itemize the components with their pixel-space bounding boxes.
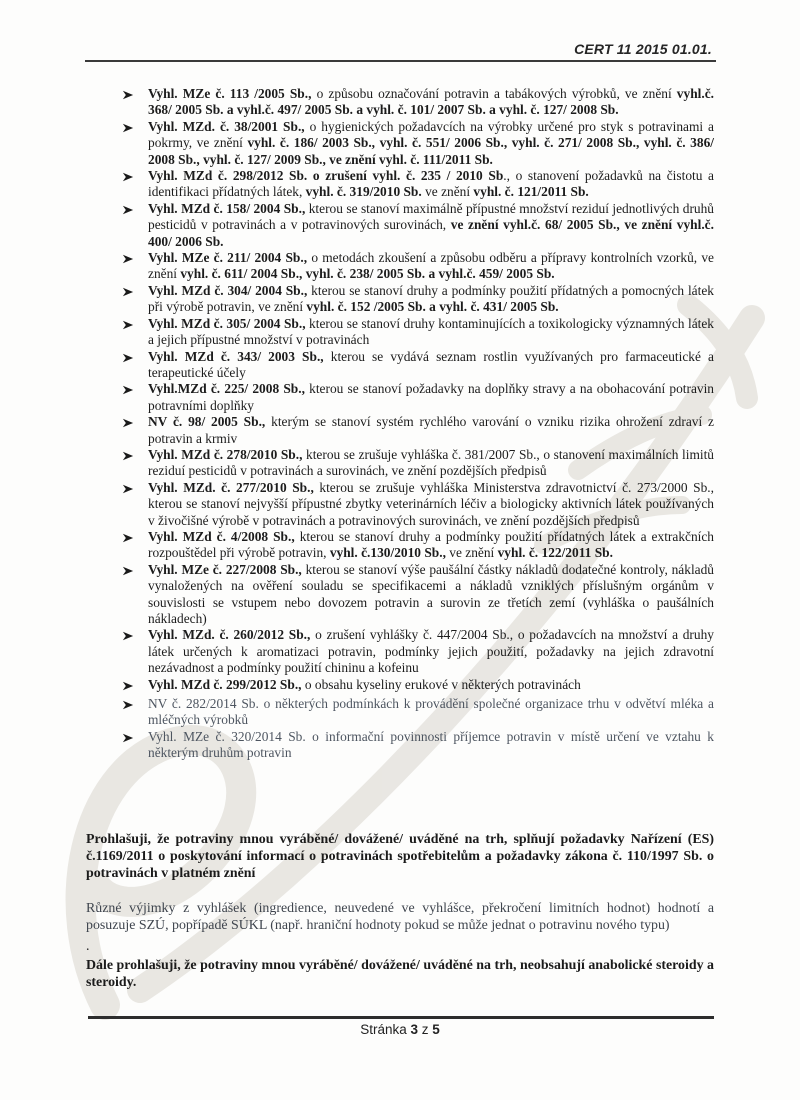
arrow-bullet-icon [122,381,148,400]
list-item [122,447,714,480]
list-item-text: Vyhl. MZe č. 113 /2005 Sb., o způsobu označování potravin a tabákových výrobků, ve znění vyhl.č. 368/ 2005 Sb. a vyhl.č. 497/ 2005 Sb. a vyhl. č. 101/ 2007 Sb. a vyhl. č. 127/ 2008 Sb. [148,86,714,118]
list-item [122,250,714,283]
list-item [122,349,714,382]
declaration-paragraph: Prohlašuji, že potraviny mnou vyráběné/ dovážené/ uváděné na trh, splňují požadavky Nařízení (ES) č.1169/2011 o poskytování informací o potravinách spotřebitelům a požadavky zákona č. 110/1997 Sb. o potravinách v platném znění [86,832,714,881]
list-item [122,168,714,201]
list-item [122,414,714,447]
header-rule [85,60,716,62]
arrow-bullet-icon [122,529,148,548]
list-item [122,283,714,316]
list-item-text: NV č. 98/ 2005 Sb., kterým se stanoví systém rychlého varování o vzniku rizika ohrožení zdraví z potravin a krmiv [148,414,714,446]
list-item [122,201,714,250]
list-item [122,86,714,119]
list-item-text: Vyhl. MZd. č. 38/2001 Sb., o hygienických požadavcích na výrobky určené pro styk s potravinami a pokrmy, ve znění vyhl. č. 186/ 2003 Sb., vyhl. č. 551/ 2006 Sb., vyhl. č. 271/ 2008 Sb., vyhl. č. 386/ 2008 Sb., vyhl. č. 127/ 2009 Sb., ve znění vyhl. č. 111/2011 Sb. [148,118,714,167]
list-item-text: NV č. 282/2014 Sb. o některých podmínkách k provádění společné organizace trhu v odvětví mléka a mléčných výrobků [148,696,714,728]
list-item [122,119,714,168]
list-item [122,381,714,414]
list-item-text: Vyhl. MZd č. 4/2008 Sb., kterou se stanoví druhy a podmínky použití přídatných látek a extrakčních rozpouštědel při výrobě potravin, vyhl. č.130/2010 Sb., ve znění vyhl. č. 122/2011 Sb. [148,528,715,561]
list-item-text: Vyhl. MZd. č. 260/2012 Sb., o zrušení vyhlášky č. 447/2004 Sb., o požadavcích na množství a druhy látek určených k aromatizaci potravin, podmínky jejich použití, požadavky na jejich zdravotní nezávadnost a podmínky použití chininu a kofeinu [148,627,714,676]
list-item [122,729,714,762]
list-item [122,316,714,349]
arrow-bullet-icon [122,677,148,696]
arrow-bullet-icon [122,201,148,220]
page-number [0,1022,800,1037]
declaration-paragraph: . [86,939,90,954]
list-item-text: Vyhl. MZd č. 305/ 2004 Sb., kterou se stanoví druhy kontaminujících a toxikologicky významných látek a jejich přípustné množství v potravinách [148,315,714,348]
list-item-text: Vyhl. MZd č. 304/ 2004 Sb., kterou se stanoví druhy a podmínky použití přídatných a pomocných látek při výrobě potravin, ve znění vyhl. č. 152 /2005 Sb. a vyhl. č. 431/ 2005 Sb. [148,282,714,315]
list-item-text: Vyhl. MZd č. 158/ 2004 Sb., kterou se stanoví maximálně přípustné množství reziduí jednotlivých druhů pesticidů v potravinách a v potravinových surovinách, ve znění vyhl.č. 68/ 2005 Sb., ve znění vyhl.č. 400/ 2006 Sb. [148,200,714,249]
arrow-bullet-icon [122,480,148,499]
footer-rule [88,1016,714,1019]
arrow-bullet-icon [122,86,148,105]
arrow-bullet-icon [122,283,148,302]
list-item [122,562,714,628]
arrow-bullet-icon [122,562,148,581]
list-item-text: Vyhl. MZe č. 227/2008 Sb., kterou se stanoví výše paušální částky nákladů dodatečné kontroly, nákladů vynaložených na ověření souladu se specifikacemi a nákladů vzniklých příslušným orgánům v souvislosti se vstupem nebo dovozem potravin a surovin ze třetích zemí (vyhláška o paušálních nákladech) [148,561,714,626]
list-item [122,696,714,729]
arrow-bullet-icon [122,168,148,187]
page-number-prefix: Stránka [360,1022,407,1037]
arrow-bullet-icon [122,729,148,748]
list-item-text: Vyhl. MZd č. 298/2012 Sb. o zrušení vyhl. č. 235 / 2010 Sb., o stanovení požadavků na čistotu a identifikaci přídatných látek, vyhl. č. 319/2010 Sb. ve znění vyhl. č. 121/2011 Sb. [148,168,714,200]
declaration-paragraph: Dále prohlašuji, že potraviny mnou vyráběné/ dovážené/ uváděné na trh, neobsahují anabolické steroidy a steroidy. [86,958,714,990]
arrow-bullet-icon [122,119,148,138]
page-number-of-word: z [421,1022,429,1037]
list-item-text: Vyhl. MZd. č. 277/2010 Sb., kterou se zrušuje vyhláška Ministerstva zdravotnictví č. 273/2000 Sb., kterou se stanoví nejvyšší přípustné zbytky veterinárních léčiv a biologicky aktivních látek používaných v živočišné výrobě v potravinách a potravinových surovinách, ve znění pozdějších předpisů [148,479,714,528]
list-item-text: Vyhl.MZd č. 225/ 2008 Sb., kterou se stanoví požadavky na doplňky stravy a na obohacování potravin potravními doplňky [148,381,715,413]
list-item-text: Vyhl. MZe č. 211/ 2004 Sb., o metodách zkoušení a způsobu odběru a přípravy kontrolních vzorků, ve znění vyhl. č. 611/ 2004 Sb., vyhl. č. 238/ 2005 Sb. a vyhl.č. 459/ 2005 Sb. [148,250,714,282]
declaration-paragraphs [86,831,714,1009]
list-item [122,480,714,529]
arrow-bullet-icon [122,627,148,646]
arrow-bullet-icon [122,250,148,269]
page-number-total: 5 [432,1022,440,1037]
list-item-text: Vyhl. MZd č. 299/2012 Sb., o obsahu kyseliny erukové v některých potravinách [148,676,581,692]
arrow-bullet-icon [122,349,148,368]
arrow-bullet-icon [122,447,148,466]
arrow-bullet-icon [122,316,148,335]
declaration-paragraph: Různé výjimky z vyhlášek (ingredience, neuvedené ve vyhlášce, překročení limitních hodnot) hodnotí a posuzuje SZÚ, popřípadě SÚKL (např. hraniční hodnoty pokud se může jednat o potravinu nového typu) [86,901,714,933]
arrow-bullet-icon [122,696,148,715]
list-item [122,627,714,676]
list-item [122,529,714,562]
page-number-current: 3 [410,1022,418,1037]
arrow-bullet-icon [122,414,148,433]
list-item-text: Vyhl. MZd č. 278/2010 Sb., kterou se zrušuje vyhláška č. 381/2007 Sb., o stanovení maximálních limitů reziduí pesticidů v potravinách a surovinách, ve znění pozdějších předpisů [148,446,714,479]
document-code: CERT 11 2015 01.01. [574,41,712,57]
list-item-text: Vyhl. MZd č. 343/ 2003 Sb., kterou se vydává seznam rostlin využívaných pro farmaceutické a terapeutické účely [148,348,714,380]
regulation-list [122,86,714,762]
list-item-text: Vyhl. MZe č. 320/2014 Sb. o informační povinnosti příjemce potravin v místě určení ve vztahu k některým druhům potravin [148,728,714,761]
list-item [122,677,714,696]
